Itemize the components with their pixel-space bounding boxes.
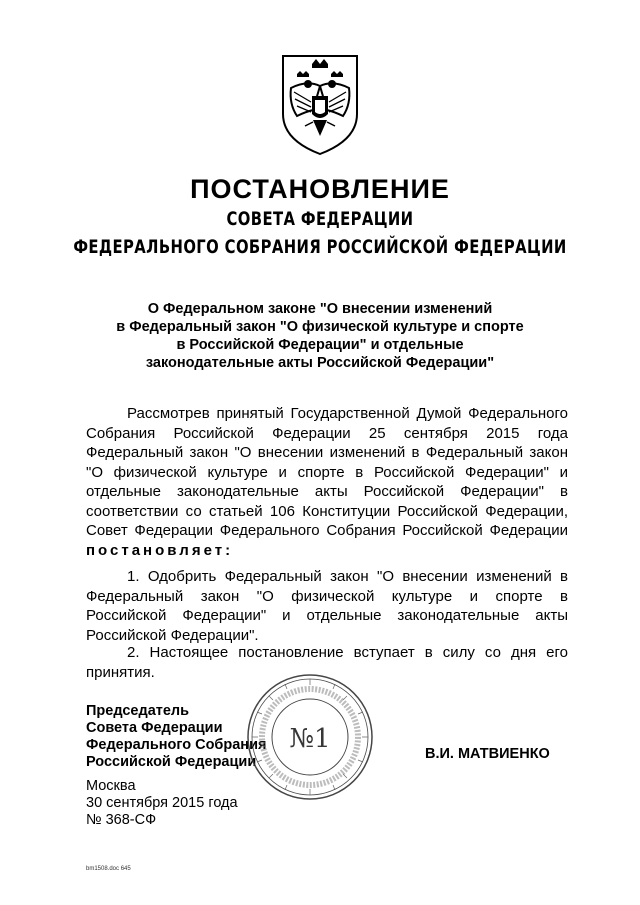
- body-line: Совет Федерации Федерального Собрания Российской Федерации: [86, 522, 568, 539]
- body-line: 1. Одобрить Федеральный закон "О внесении изменений в: [127, 568, 568, 585]
- city: Москва: [86, 778, 136, 794]
- issuer-line-2: ФЕДЕРАЛЬНОГО СОБРАНИЯ РОССИЙСКОЙ ФЕДЕРАЦИИ: [73, 236, 567, 258]
- signatory-position: [86, 703, 266, 771]
- position-line: Совета Федерации: [86, 720, 223, 736]
- body-line: "О физической культуре и спорте в Российской Федерации" и: [86, 463, 568, 481]
- file-reference: bm1508.doc 645: [86, 866, 131, 872]
- law-title: [80, 300, 560, 372]
- position-line: Председатель: [86, 703, 190, 719]
- body-line: принятия.: [86, 663, 155, 681]
- law-title-line: законодательные акты Российской Федерации": [145, 355, 495, 371]
- decree-word: постановляет:: [86, 541, 234, 559]
- document-number: № 368-СФ: [86, 812, 157, 828]
- body-line: Российской Федерации".: [86, 626, 259, 644]
- body-line: Собрания Российской Федерации 25 сентября 2015 года: [86, 424, 568, 442]
- issuer-line-1: СОВЕТА ФЕДЕРАЦИИ: [226, 208, 414, 230]
- law-title-line: в Российской Федерации" и отдельные: [176, 337, 464, 353]
- clause-1-paragraph: [86, 567, 568, 645]
- body-line: Российской Федерации" и отдельные законодательные акты: [86, 607, 568, 624]
- law-title-line: в Федеральный закон "О физической культуре и спорте: [116, 319, 524, 335]
- preamble-paragraph: [86, 404, 568, 560]
- place-date-block: [86, 778, 238, 829]
- body-line: Рассмотрев принятый Государственной Думой Федерального: [127, 405, 568, 422]
- position-line: Российской Федерации: [86, 754, 257, 770]
- official-seal: [245, 672, 375, 802]
- body-line: 2. Настоящее постановление вступает в силу со дня его: [127, 644, 568, 661]
- body-line: Федеральный закон "О внесении изменений в Федеральный закон: [86, 444, 568, 461]
- position-line: Федерального Собрания: [86, 737, 267, 753]
- body-line: соответствии со статьей 106 Конституции Российской Федерации,: [86, 502, 568, 520]
- body-line: [86, 541, 568, 561]
- body-line: Федеральный закон "О физической культуре и спорте в: [86, 587, 568, 605]
- body-line: отдельные законодательные акты Российской Федерации" в: [86, 483, 568, 500]
- law-title-line: О Федеральном законе "О внесении изменений: [147, 301, 493, 317]
- date: 30 сентября 2015 года: [86, 795, 238, 811]
- seal-number: №1: [289, 724, 331, 754]
- document-title: ПОСТАНОВЛЕНИЕ: [190, 174, 450, 204]
- signatory-name: В.И. МАТВИЕНКО: [425, 746, 550, 762]
- coat-of-arms-icon: [277, 52, 363, 156]
